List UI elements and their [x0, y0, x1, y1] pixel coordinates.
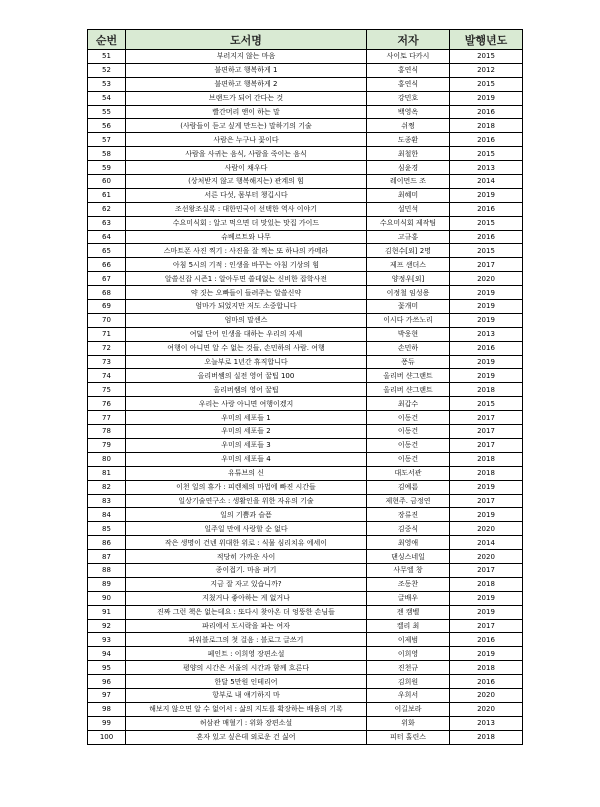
author-cell: 이시다 가쓰노리 — [367, 313, 450, 327]
author-cell: 백영옥 — [367, 105, 450, 119]
table-row — [88, 258, 523, 272]
table-row — [88, 550, 523, 564]
author-cell: 이정철 임성용 — [367, 286, 450, 300]
author-cell: 박웅현 — [367, 327, 450, 341]
header-title: 도서명 — [126, 30, 367, 50]
table-row — [88, 494, 523, 508]
number-cell: 65 — [88, 244, 126, 258]
title-cell: 알쓸신잡 시즌1 : 알아두면 쓸데없는 신비한 잡학사전 — [126, 272, 367, 286]
number-cell: 62 — [88, 202, 126, 216]
number-cell: 58 — [88, 147, 126, 161]
author-cell: 쉬쩡 — [367, 119, 450, 133]
author-cell: 김희원 — [367, 675, 450, 689]
number-cell: 83 — [88, 494, 126, 508]
table-row — [88, 661, 523, 675]
title-cell: 진짜 그런 책은 없는데요 : 또다시 찾아온 더 엉뚱한 손님들 — [126, 605, 367, 619]
table-row — [88, 161, 523, 175]
number-cell: 64 — [88, 230, 126, 244]
title-cell: 지금 잘 자고 있습니까? — [126, 577, 367, 591]
number-cell: 94 — [88, 647, 126, 661]
year-cell: 2015 — [450, 50, 523, 64]
year-cell: 2019 — [450, 647, 523, 661]
title-cell: 슈베르트와 나무 — [126, 230, 367, 244]
author-cell: 강민호 — [367, 91, 450, 105]
table-row — [88, 77, 523, 91]
number-cell: 67 — [88, 272, 126, 286]
year-cell: 2019 — [450, 355, 523, 369]
header-author: 저자 — [367, 30, 450, 50]
table-row — [88, 147, 523, 161]
year-cell: 2017 — [450, 425, 523, 439]
number-cell: 61 — [88, 188, 126, 202]
year-cell: 2019 — [450, 286, 523, 300]
title-cell: 사람이 채우다 — [126, 161, 367, 175]
table-row — [88, 313, 523, 327]
title-cell: 사람은 누구나 꽃이다 — [126, 133, 367, 147]
table-row — [88, 244, 523, 258]
author-cell: 이동건 — [367, 438, 450, 452]
number-cell: 100 — [88, 730, 126, 744]
year-cell: 2016 — [450, 341, 523, 355]
year-cell: 2012 — [450, 63, 523, 77]
year-cell: 2018 — [450, 119, 523, 133]
table-row — [88, 300, 523, 314]
number-cell: 68 — [88, 286, 126, 300]
year-cell: 2020 — [450, 688, 523, 702]
table-row — [88, 383, 523, 397]
number-cell: 91 — [88, 605, 126, 619]
number-cell: 57 — [88, 133, 126, 147]
table-row — [88, 605, 523, 619]
title-cell: 불편하고 행복하게 1 — [126, 63, 367, 77]
title-cell: 여행이 아니면 알 수 없는 것들, 손민하의 사람. 여행 — [126, 341, 367, 355]
title-cell: 스마트폰 사진 찍기 : 사진을 잘 찍는 또 하나의 카메라 — [126, 244, 367, 258]
table-row — [88, 675, 523, 689]
title-cell: (상처받지 않고 행복해지는) 관계의 힘 — [126, 175, 367, 189]
year-cell: 2019 — [450, 508, 523, 522]
table-row — [88, 341, 523, 355]
number-cell: 75 — [88, 383, 126, 397]
title-cell: 페인트 : 이희영 장편소설 — [126, 647, 367, 661]
title-cell: 일주일 만에 사랑할 순 없다 — [126, 522, 367, 536]
author-cell: 김중식 — [367, 522, 450, 536]
year-cell: 2015 — [450, 216, 523, 230]
title-cell: 일의 기쁨과 슬픔 — [126, 508, 367, 522]
title-cell: 일상기술연구소 : 생활인을 위한 자유의 기술 — [126, 494, 367, 508]
year-cell: 2013 — [450, 716, 523, 730]
number-cell: 99 — [88, 716, 126, 730]
number-cell: 63 — [88, 216, 126, 230]
title-cell: 이천 일의 휴가 : 피렌체의 마법에 빠진 시간들 — [126, 480, 367, 494]
year-cell: 2019 — [450, 313, 523, 327]
table-row — [88, 702, 523, 716]
table-row — [88, 425, 523, 439]
table-row — [88, 716, 523, 730]
author-cell: 고규홍 — [367, 230, 450, 244]
year-cell: 2019 — [450, 591, 523, 605]
author-cell: 위화 — [367, 716, 450, 730]
title-cell: 조선왕조실록 : 대한민국이 선택한 역사 이야기 — [126, 202, 367, 216]
year-cell: 2018 — [450, 466, 523, 480]
table-row — [88, 327, 523, 341]
author-cell: 이동건 — [367, 452, 450, 466]
table-row — [88, 355, 523, 369]
title-cell: 지쳤거나 좋아하는 게 없거나 — [126, 591, 367, 605]
year-cell: 2019 — [450, 605, 523, 619]
title-cell: 아침 5시의 기적 : 인생을 바꾸는 아침 기상의 힘 — [126, 258, 367, 272]
author-cell: 최갑수 — [367, 397, 450, 411]
author-cell: 사이토 다카시 — [367, 50, 450, 64]
author-cell: 제프 샌더스 — [367, 258, 450, 272]
title-cell: 불편하고 행복하게 2 — [126, 77, 367, 91]
author-cell: 양정우[외] — [367, 272, 450, 286]
table-row — [88, 50, 523, 64]
year-cell: 2016 — [450, 230, 523, 244]
author-cell: 최혜미 — [367, 188, 450, 202]
author-cell: 젠 캠벨 — [367, 605, 450, 619]
number-cell: 80 — [88, 452, 126, 466]
year-cell: 2016 — [450, 105, 523, 119]
number-cell: 92 — [88, 619, 126, 633]
number-cell: 87 — [88, 550, 126, 564]
year-cell: 2016 — [450, 202, 523, 216]
year-cell: 2017 — [450, 411, 523, 425]
title-cell: 브랜드가 되어 간다는 것 — [126, 91, 367, 105]
year-cell: 2020 — [450, 702, 523, 716]
year-cell: 2018 — [450, 577, 523, 591]
table-row — [88, 411, 523, 425]
number-cell: 89 — [88, 577, 126, 591]
table-row — [88, 633, 523, 647]
table-row — [88, 286, 523, 300]
header-row — [88, 30, 523, 50]
number-cell: 73 — [88, 355, 126, 369]
title-cell: 서른 다섯, 몸부터 챙깁시다 — [126, 188, 367, 202]
author-cell: 피터 홀린스 — [367, 730, 450, 744]
title-cell: 우미의 세포들 2 — [126, 425, 367, 439]
year-cell: 2015 — [450, 77, 523, 91]
year-cell: 2018 — [450, 730, 523, 744]
author-cell: 꽃개미 — [367, 300, 450, 314]
table-row — [88, 591, 523, 605]
number-cell: 78 — [88, 425, 126, 439]
number-cell: 53 — [88, 77, 126, 91]
author-cell: 대도서관 — [367, 466, 450, 480]
year-cell: 2016 — [450, 633, 523, 647]
title-cell: 평양의 시간은 서울의 시간과 함께 흐른다 — [126, 661, 367, 675]
author-cell: 사무엘 창 — [367, 563, 450, 577]
number-cell: 90 — [88, 591, 126, 605]
title-cell: 여덟 단어 인생을 대하는 우리의 자세 — [126, 327, 367, 341]
author-cell: 이희영 — [367, 647, 450, 661]
title-cell: (사람들이 듣고 싶게 만드는) 말하기의 기술 — [126, 119, 367, 133]
year-cell: 2020 — [450, 272, 523, 286]
title-cell: 적당히 가까운 사이 — [126, 550, 367, 564]
table-row — [88, 397, 523, 411]
year-cell: 2016 — [450, 133, 523, 147]
year-cell: 2014 — [450, 536, 523, 550]
title-cell: 올리버쌤의 영어 꿀팁 — [126, 383, 367, 397]
author-cell: 올리버 샨그랜트 — [367, 383, 450, 397]
author-cell: 올리버 샨그랜트 — [367, 369, 450, 383]
title-cell: 항부로 내 얘기하지 마 — [126, 688, 367, 702]
author-cell: 이동건 — [367, 411, 450, 425]
table-row — [88, 508, 523, 522]
author-cell: 이동건 — [367, 425, 450, 439]
number-cell: 76 — [88, 397, 126, 411]
author-cell: 수요미식회 제작팀 — [367, 216, 450, 230]
table-row — [88, 63, 523, 77]
number-cell: 66 — [88, 258, 126, 272]
author-cell: 댄싱스네일 — [367, 550, 450, 564]
author-cell: 심윤경 — [367, 161, 450, 175]
year-cell: 2018 — [450, 383, 523, 397]
year-cell: 2019 — [450, 188, 523, 202]
table-row — [88, 647, 523, 661]
author-cell: 최철한 — [367, 147, 450, 161]
title-cell: 우리는 사랑 아니면 여행이겠지 — [126, 397, 367, 411]
number-cell: 88 — [88, 563, 126, 577]
table-row — [88, 202, 523, 216]
year-cell: 2016 — [450, 675, 523, 689]
number-cell: 72 — [88, 341, 126, 355]
year-cell: 2013 — [450, 327, 523, 341]
title-cell: 파워블로그의 첫 걸음 : 블로그 글쓰기 — [126, 633, 367, 647]
table-row — [88, 452, 523, 466]
number-cell: 81 — [88, 466, 126, 480]
book-list-table — [87, 29, 523, 745]
year-cell: 2019 — [450, 300, 523, 314]
number-cell: 71 — [88, 327, 126, 341]
title-cell: 허삼관 매혈기 : 위화 장편소설 — [126, 716, 367, 730]
year-cell: 2017 — [450, 258, 523, 272]
title-cell: 해보지 않으면 알 수 없어서 : 삶의 지도를 확장하는 배움의 기록 — [126, 702, 367, 716]
table-row — [88, 480, 523, 494]
author-cell: 장류진 — [367, 508, 450, 522]
title-cell: 우미의 세포들 1 — [126, 411, 367, 425]
number-cell: 74 — [88, 369, 126, 383]
number-cell: 93 — [88, 633, 126, 647]
table-row — [88, 522, 523, 536]
title-cell: 한달 5만원 인테리어 — [126, 675, 367, 689]
author-cell: 홍연식 — [367, 77, 450, 91]
table-row — [88, 216, 523, 230]
author-cell: 글배우 — [367, 591, 450, 605]
table-row — [88, 466, 523, 480]
number-cell: 56 — [88, 119, 126, 133]
author-cell: 퐁듀 — [367, 355, 450, 369]
year-cell: 2017 — [450, 438, 523, 452]
table-row — [88, 105, 523, 119]
number-cell: 70 — [88, 313, 126, 327]
number-cell: 86 — [88, 536, 126, 550]
number-cell: 84 — [88, 508, 126, 522]
author-cell: 레이먼드 조 — [367, 175, 450, 189]
title-cell: 유튜브의 신 — [126, 466, 367, 480]
number-cell: 59 — [88, 161, 126, 175]
year-cell: 2018 — [450, 661, 523, 675]
year-cell: 2020 — [450, 522, 523, 536]
table-row — [88, 563, 523, 577]
year-cell: 2019 — [450, 91, 523, 105]
title-cell: 빨간머리 앤이 하는 말 — [126, 105, 367, 119]
number-cell: 95 — [88, 661, 126, 675]
table-row — [88, 619, 523, 633]
table-row — [88, 577, 523, 591]
table-row — [88, 133, 523, 147]
title-cell: 우미의 세포들 3 — [126, 438, 367, 452]
table-row — [88, 230, 523, 244]
year-cell: 2019 — [450, 480, 523, 494]
number-cell: 82 — [88, 480, 126, 494]
author-cell: 손민하 — [367, 341, 450, 355]
year-cell: 2020 — [450, 550, 523, 564]
title-cell: 작은 생명이 건넨 위대한 위로 : 식물 심리치유 에세이 — [126, 536, 367, 550]
header-year: 발행년도 — [450, 30, 523, 50]
number-cell: 79 — [88, 438, 126, 452]
author-cell: 최영애 — [367, 536, 450, 550]
table-row — [88, 188, 523, 202]
author-cell: 도종환 — [367, 133, 450, 147]
year-cell: 2015 — [450, 244, 523, 258]
author-cell: 김현수[외] 2명 — [367, 244, 450, 258]
title-cell: 엄마가 되었지만 저도 소중합니다 — [126, 300, 367, 314]
year-cell: 2019 — [450, 369, 523, 383]
author-cell: 이길보라 — [367, 702, 450, 716]
year-cell: 2018 — [450, 452, 523, 466]
author-cell: 이제범 — [367, 633, 450, 647]
number-cell: 96 — [88, 675, 126, 689]
title-cell: 부러지지 않는 마음 — [126, 50, 367, 64]
title-cell: 오늘부로 1년간 휴직합니다 — [126, 355, 367, 369]
number-cell: 97 — [88, 688, 126, 702]
year-cell: 2015 — [450, 147, 523, 161]
table-row — [88, 175, 523, 189]
number-cell: 98 — [88, 702, 126, 716]
number-cell: 54 — [88, 91, 126, 105]
title-cell: 사람을 사귀는 음식, 사람을 죽이는 음식 — [126, 147, 367, 161]
table-row — [88, 369, 523, 383]
title-cell: 올리버쌤의 실전 영어 꿀팁 100 — [126, 369, 367, 383]
number-cell: 60 — [88, 175, 126, 189]
author-cell: 제현주. 금정연 — [367, 494, 450, 508]
year-cell: 2017 — [450, 563, 523, 577]
table-row — [88, 438, 523, 452]
year-cell: 2017 — [450, 494, 523, 508]
author-cell: 진천규 — [367, 661, 450, 675]
title-cell: 수요미식회 : 알고 먹으면 더 맛있는 맛집 가이드 — [126, 216, 367, 230]
title-cell: 약 짓는 오빠들이 들려주는 알쓸신약 — [126, 286, 367, 300]
table-row — [88, 536, 523, 550]
author-cell: 조동찬 — [367, 577, 450, 591]
title-cell: 우미의 세포들 4 — [126, 452, 367, 466]
author-cell: 김예름 — [367, 480, 450, 494]
number-cell: 51 — [88, 50, 126, 64]
title-cell: 엄마의 말센스 — [126, 313, 367, 327]
year-cell: 2014 — [450, 175, 523, 189]
title-cell: 종이접기. 마음 펴기 — [126, 563, 367, 577]
table-row — [88, 119, 523, 133]
year-cell: 2015 — [450, 397, 523, 411]
title-cell: 혼자 있고 싶은데 외로운 건 싫어 — [126, 730, 367, 744]
number-cell: 52 — [88, 63, 126, 77]
number-cell: 85 — [88, 522, 126, 536]
author-cell: 우희서 — [367, 688, 450, 702]
year-cell: 2017 — [450, 619, 523, 633]
header-number: 순번 — [88, 30, 126, 50]
year-cell: 2013 — [450, 161, 523, 175]
author-cell: 켈리 최 — [367, 619, 450, 633]
author-cell: 설민석 — [367, 202, 450, 216]
number-cell: 69 — [88, 300, 126, 314]
table-row — [88, 272, 523, 286]
number-cell: 77 — [88, 411, 126, 425]
title-cell: 파리에서 도시락을 파는 여자 — [126, 619, 367, 633]
number-cell: 55 — [88, 105, 126, 119]
table-row — [88, 91, 523, 105]
table-row — [88, 730, 523, 744]
author-cell: 홍연식 — [367, 63, 450, 77]
table-row — [88, 688, 523, 702]
